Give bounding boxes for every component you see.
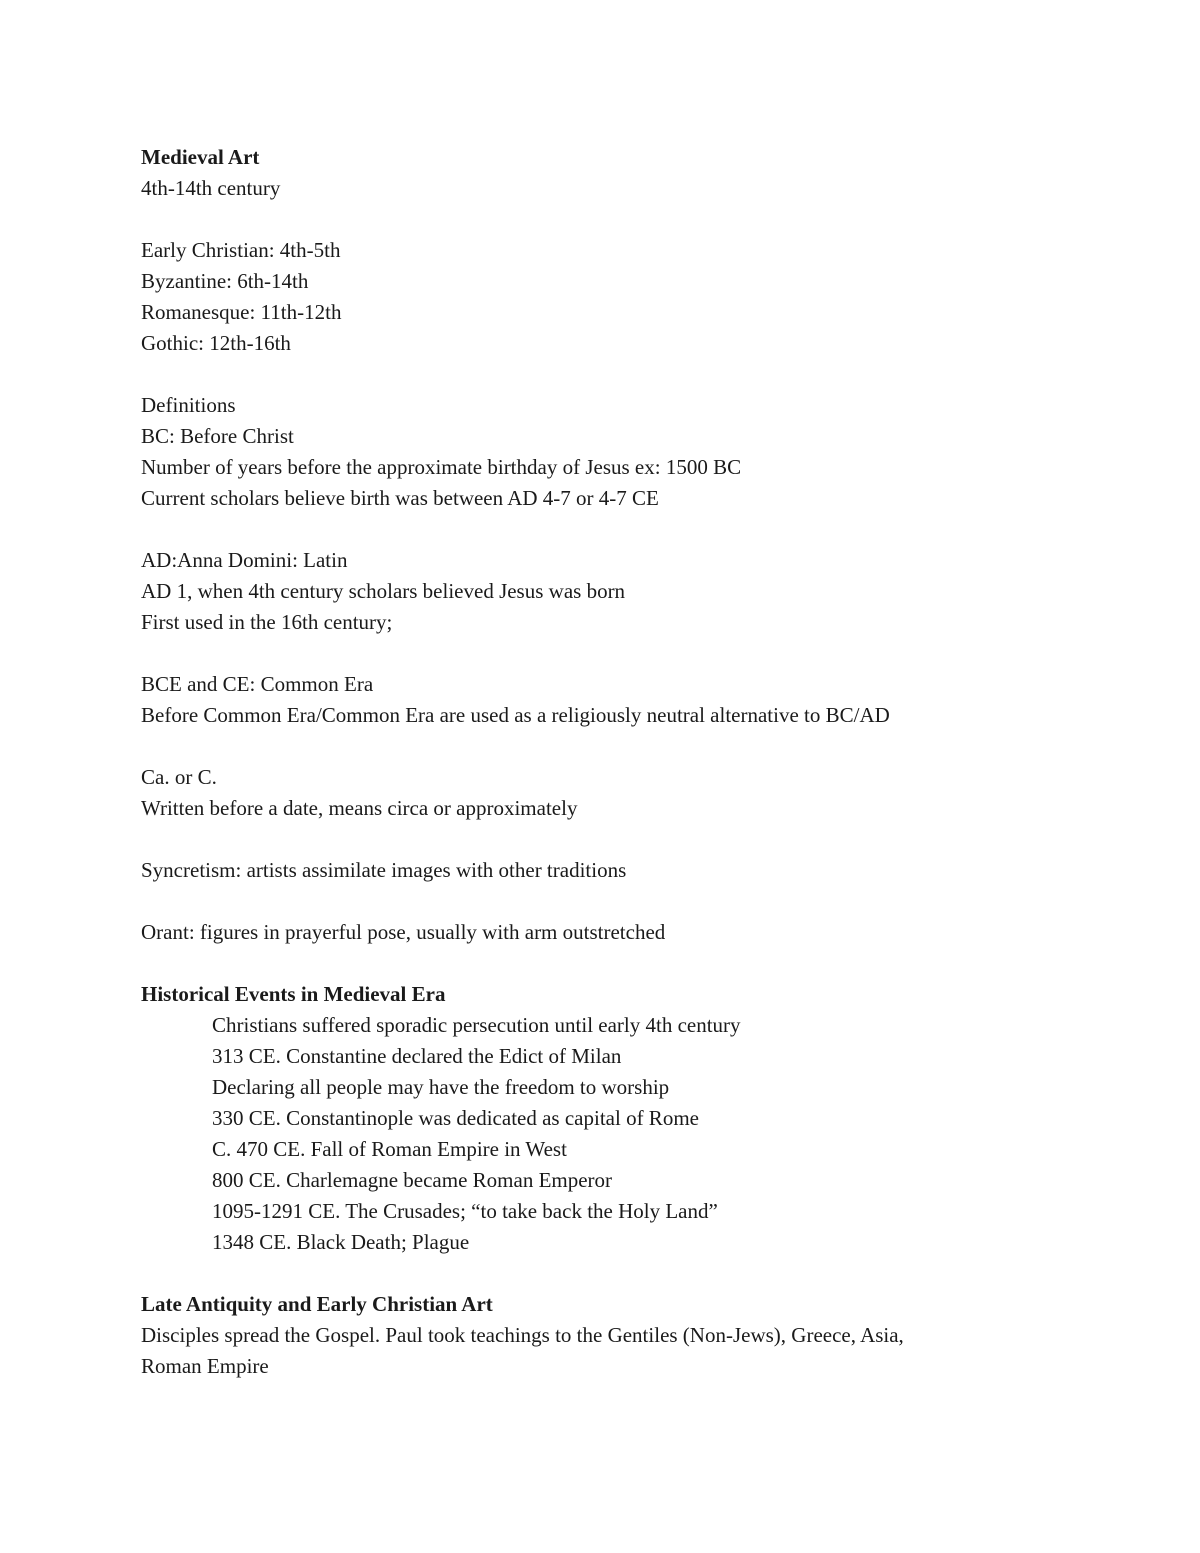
definition-line: Before Common Era/Common Era are used as a religiously neutral alternative to BC/AD xyxy=(141,703,890,727)
paragraph-line: Disciples spread the Gospel. Paul took teachings to the Gentiles (Non-Jews), Greece, Asia, xyxy=(141,1323,904,1347)
events-heading: Historical Events in Medieval Era xyxy=(141,982,446,1006)
spacer xyxy=(141,886,1071,917)
period-item: Romanesque: 11th-12th xyxy=(141,300,342,324)
definition-line: Orant: figures in prayerful pose, usually with arm outstretched xyxy=(141,920,666,944)
late-antiquity-section xyxy=(141,1289,1071,1382)
event-item: 1095-1291 CE. The Crusades; “to take back the Holy Land” xyxy=(212,1199,718,1223)
spacer xyxy=(141,948,1071,979)
period-list xyxy=(141,235,1071,359)
definition-line: Syncretism: artists assimilate images with other traditions xyxy=(141,858,627,882)
period-item: Gothic: 12th-16th xyxy=(141,331,291,355)
definition-line: BCE and CE: Common Era xyxy=(141,672,374,696)
document-title: Medieval Art xyxy=(141,145,260,169)
event-item: C. 470 CE. Fall of Roman Empire in West xyxy=(212,1137,567,1161)
spacer xyxy=(141,731,1071,762)
definition-line: AD:Anna Domini: Latin xyxy=(141,548,348,572)
definition-line: BC: Before Christ xyxy=(141,424,294,448)
definition-line: Ca. or C. xyxy=(141,765,217,789)
definition-line: AD 1, when 4th century scholars believed Jesus was born xyxy=(141,579,626,603)
definition-line: First used in the 16th century; xyxy=(141,610,393,634)
period-item: Early Christian: 4th-5th xyxy=(141,238,341,262)
spacer xyxy=(141,359,1071,390)
event-item: 330 CE. Constantinople was dedicated as capital of Rome xyxy=(212,1106,699,1130)
century-span: 4th-14th century xyxy=(141,176,281,200)
paragraph-line: Roman Empire xyxy=(141,1354,269,1378)
event-item: 1348 CE. Black Death; Plague xyxy=(212,1230,470,1254)
definition-line: Number of years before the approximate birthday of Jesus ex: 1500 BC xyxy=(141,455,742,479)
definitions-heading: Definitions xyxy=(141,393,236,417)
spacer xyxy=(141,1258,1071,1289)
event-item: Declaring all people may have the freedom to worship xyxy=(212,1075,670,1099)
event-item: 800 CE. Charlemagne became Roman Emperor xyxy=(212,1168,613,1192)
spacer xyxy=(141,638,1071,669)
spacer xyxy=(141,824,1071,855)
period-item: Byzantine: 6th-14th xyxy=(141,269,309,293)
event-item: 313 CE. Constantine declared the Edict of Milan xyxy=(212,1044,622,1068)
late-antiquity-heading: Late Antiquity and Early Christian Art xyxy=(141,1292,493,1316)
spacer xyxy=(141,204,1071,235)
definitions-section xyxy=(141,390,1071,948)
definition-line: Written before a date, means circa or approximately xyxy=(141,796,578,820)
event-item: Christians suffered sporadic persecution until early 4th century xyxy=(212,1013,741,1037)
document-page xyxy=(141,142,1071,1382)
events-section xyxy=(141,979,1071,1258)
spacer xyxy=(141,514,1071,545)
definition-line: Current scholars believe birth was between AD 4-7 or 4-7 CE xyxy=(141,486,659,510)
